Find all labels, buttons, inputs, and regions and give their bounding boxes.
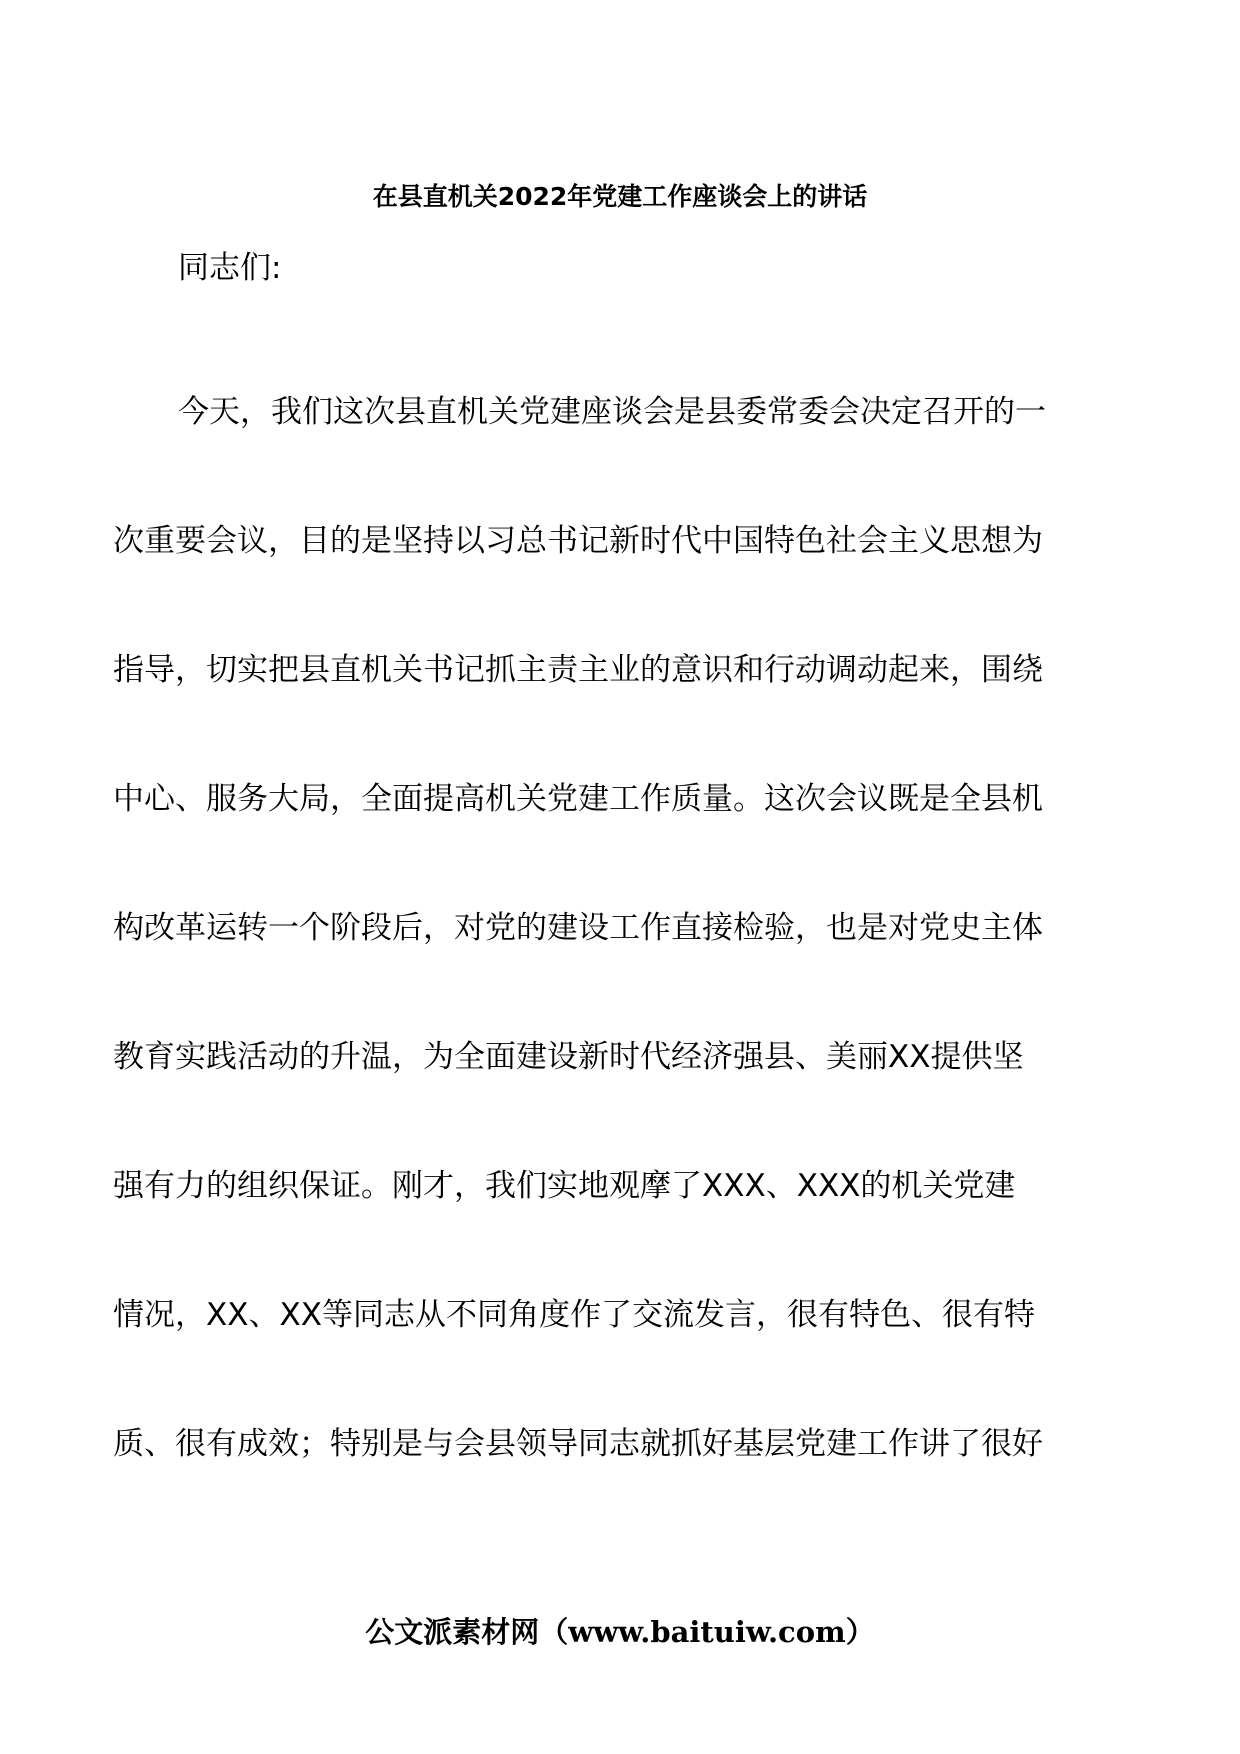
body-line: 今天，我们这次县直机关党建座谈会是县委常委会决定召开的一 (178, 394, 1046, 430)
salutation: 同志们: (178, 250, 282, 286)
footer-watermark: 公文派素材网（www.baituiw.com） (365, 1615, 875, 1649)
body-line: 教育实践活动的升温，为全面建设新时代经济强县、美丽XX提供坚 (113, 1039, 1024, 1075)
body-line: 构改革运转一个阶段后，对党的建设工作直接检验，也是对党史主体 (113, 910, 1043, 946)
body-line: 强有力的组织保证。刚才，我们实地观摩了XXX、XXX的机关党建 (113, 1168, 1016, 1204)
body-line: 情况，XX、XX等同志从不同角度作了交流发言，很有特色、很有特 (113, 1297, 1035, 1333)
body-line: 次重要会议，目的是坚持以习总书记新时代中国特色社会主义思想为 (113, 523, 1043, 559)
document-title: 在县直机关2022年党建工作座谈会上的讲话 (372, 182, 868, 211)
body-line: 指导，切实把县直机关书记抓主责主业的意识和行动调动起来，围绕 (113, 652, 1043, 688)
body-line: 中心、服务大局，全面提高机关党建工作质量。这次会议既是全县机 (113, 781, 1043, 817)
body-line: 质、很有成效；特别是与会县领导同志就抓好基层党建工作讲了很好 (113, 1426, 1043, 1462)
